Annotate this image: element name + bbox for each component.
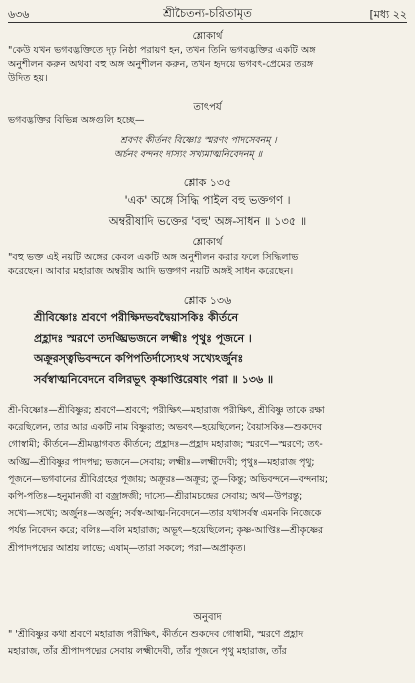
translation-text-2 bbox=[8, 251, 405, 279]
text-line: অঙ্ঘ্রি—শ্রীবিষ্ণুর পাদপদ্ম; ভজনে—সেবায়; লক্ষ্মীঃ—লক্ষ্মীদেবী; পৃথুঃ—মহারাজ পৃথু; bbox=[8, 456, 315, 468]
text-line: "বহু ভক্ত এই নয়টি অঙ্গের কেবল একটি অঙ্গ অনুশীলন করার ফলে সিদ্ধিলাভ bbox=[8, 252, 299, 263]
verse-line: অক্রূরস্ত্বভিবন্দনে কপিপতির্দাস্যেঽথ সখ্যেঽর্জুনঃ bbox=[34, 352, 244, 365]
anuvad-text bbox=[8, 626, 405, 660]
purport-verse bbox=[114, 134, 277, 162]
verse-line: প্রহ্লাদঃ স্মরণে তদঙ্ঘ্রিভজনে লক্ষ্মীঃ পৃথুঃ পূজনে । bbox=[34, 331, 252, 345]
verse-135-text bbox=[8, 190, 407, 232]
translation-heading-2: শ্লোকার্থ bbox=[192, 237, 223, 248]
translation-heading-1: শ্লোকার্থ bbox=[192, 31, 223, 42]
verse-136-heading: শ্লোক ১৩৬ bbox=[183, 294, 232, 307]
text-line: শ্রীপাদপদ্মের আশ্রয় লাভে; এষাম্—তারা সকলে; পরা—অপ্রাকৃত। bbox=[8, 542, 246, 554]
text-line: কপি-পতিঃ—হনুমানজী বা বজ্রাঙ্গজী; দাস্যে—শ্রীরামচন্দ্রের সেবায়; অথ—উপরন্তু; bbox=[8, 491, 303, 503]
verse-line: অম্বরীষাদি ভক্তের 'বহু' অঙ্গ-সাধন ॥ ১৩৫ ॥ bbox=[108, 214, 307, 228]
text-line: উদিত হয়। bbox=[8, 73, 48, 84]
verse-line: অর্চনং বন্দনং দাস্যং সখ্যমাত্মনিবেদনম্ ॥ bbox=[114, 149, 263, 160]
text-line: "কেউ যখন ভগবদ্ভক্তিতে দৃঢ় নিষ্ঠা পরায়ণ হন, তখন তিনি ভগবদ্ভক্তির একটি অঙ্গ bbox=[8, 45, 316, 56]
text-line: অনুশীলন করুন অথবা বহু অঙ্গ অনুশীলন করুন, তখন হৃদয়ে ভগবৎ-প্রেমের তরঙ্গ bbox=[8, 59, 314, 70]
book-title: শ্রীচৈতন্য-চরিতামৃত bbox=[163, 6, 252, 20]
text-line: " 'শ্রীবিষ্ণুর কথা শ্রবণে মহারাজ পরীক্ষিৎ, কীর্তনে শুকদেব গোস্বামী, স্মরণে প্রহ্লাদ bbox=[8, 629, 304, 640]
word-meanings bbox=[8, 402, 405, 557]
purport-heading: তাৎপর্য bbox=[193, 102, 222, 113]
verse-line: শ্রীবিষ্ণোঃ শ্রবণে পরীক্ষিদভবদ্বৈয়াসকিঃ কীর্তনে bbox=[34, 311, 239, 324]
header-rule bbox=[8, 22, 407, 23]
page-number: ৬৩৬ bbox=[8, 8, 30, 21]
page-header bbox=[8, 4, 407, 22]
verse-line: 'এক' অঙ্গে সিদ্ধি পাইল বহু ভক্তগণ । bbox=[124, 193, 291, 207]
text-line: সখ্যে—সখ্যে; অর্জুনঃ—অর্জুন; সর্বস্ব-আত্ম-নিবেদনে—তার যথাসর্বস্ব এমনকি নিজেকে bbox=[8, 508, 322, 520]
text-line: গোস্বামী; কীর্তনে—শ্রীমদ্ভাগবত কীর্তনে; প্রহ্লাদঃ—প্রহ্লাদ মহারাজ; স্মরণে—স্মরণে; তৎ- bbox=[8, 439, 323, 451]
text-line: পর্যন্ত নিবেদন করে; বলিঃ—বলি মহারাজ; অভূৎ—হয়েছিলেন; কৃষ্ণ-আপ্তিঃ—শ্রীকৃষ্ণের bbox=[8, 525, 324, 537]
text-line: মহারাজ, তাঁর শ্রীপাদপদ্মের সেবায় লক্ষ্মীদেবী, তাঁর পূজনে পৃথু মহারাজ, তাঁর bbox=[8, 646, 287, 657]
verse-135-heading: শ্লোক ১৩৫ bbox=[183, 176, 232, 189]
text-line: করেছিলেন, তার আর একটি নাম বিষ্ণুরাত; অভবৎ—হয়েছিলেন; বৈয়াসকিঃ—শুকদেব bbox=[8, 422, 322, 434]
verse-line: সর্বস্বাত্মনিবেদনে বলিরভূৎ কৃষ্ণাপ্তিরেষাং পরা ॥ ১৩৬ ॥ bbox=[34, 372, 274, 386]
purport-intro: ভগবদ্ভক্তির বিভিন্ন অঙ্গগুলি হচ্ছে— bbox=[8, 115, 145, 126]
text-line: পূজনে—ভগবানের শ্রীবিগ্রহের পূজায়; অক্রূরঃ—অক্রূর; তু—কিন্তু; অভিবন্দনে—বন্দনায়; bbox=[8, 473, 328, 485]
chapter-label: [মধ্য ২২ bbox=[369, 8, 407, 21]
text-line: করেছেন। আবার মহারাজ অম্বরীষ আদি ভক্তগণ নয়টি অঙ্গই সাধন করেছেন। bbox=[8, 266, 294, 277]
verse-136-text bbox=[34, 308, 405, 390]
anuvad-heading: অনুবাদ bbox=[193, 612, 222, 623]
translation-text-1 bbox=[8, 44, 405, 86]
text-line: শ্রী-বিষ্ণোঃ—শ্রীবিষ্ণুর; শ্রবণে—শ্রবণে; পরীক্ষিৎ—মহারাজ পরীক্ষিৎ, শ্রীবিষ্ণু তাকে রক্ষা bbox=[8, 405, 325, 416]
verse-line: শ্রবণং কীর্তনং বিষ্ণোঃ স্মরণং পাদসেবনম্ । bbox=[120, 135, 277, 146]
